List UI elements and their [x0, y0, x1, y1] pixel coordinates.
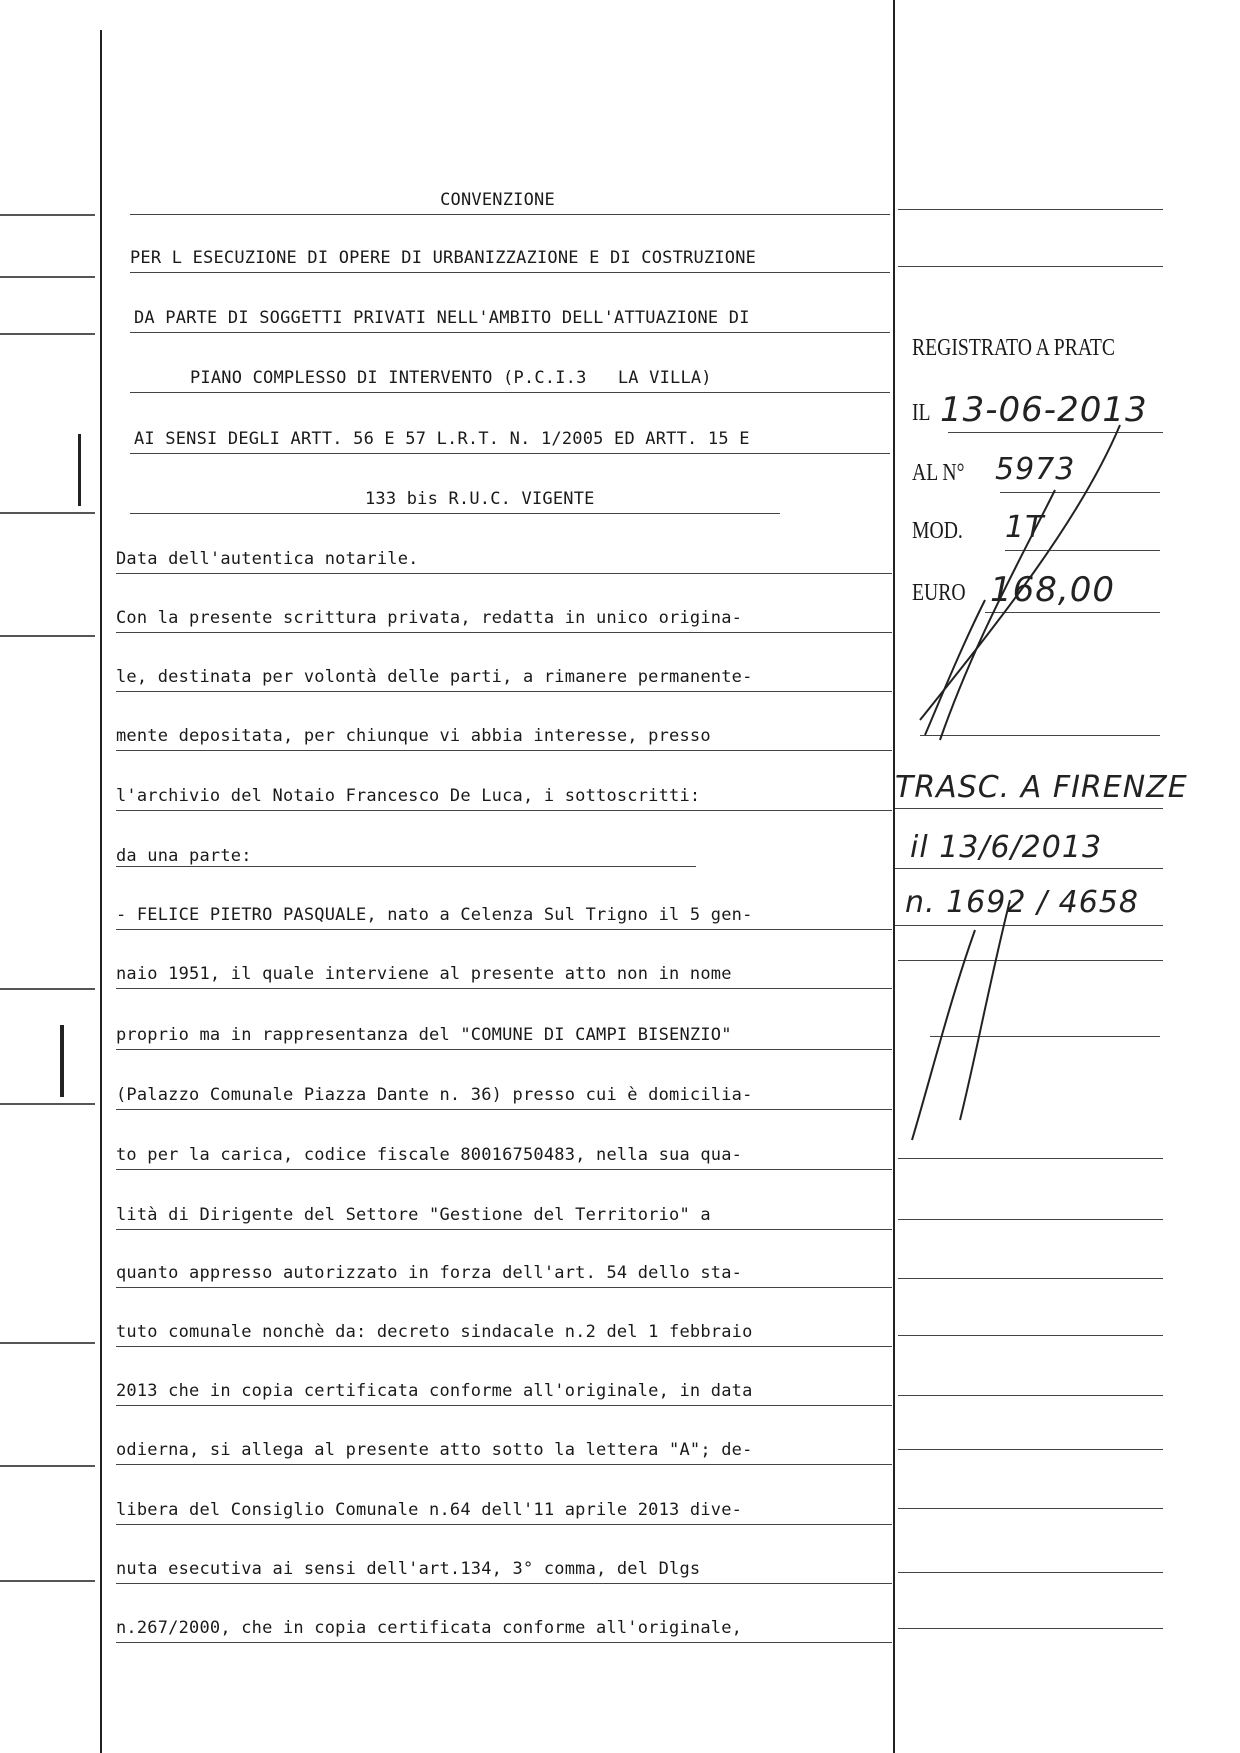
body-line: mente depositata, per chiunque vi abbia interesse, presso: [116, 726, 711, 746]
body-line: l'archivio del Notaio Francesco De Luca, i sottoscritti:: [116, 786, 701, 806]
stamp-heading: REGISTRATO A PRATC: [912, 335, 1116, 361]
title-line: AI SENSI DEGLI ARTT. 56 E 57 L.R.T. N. 1/2005 ED ARTT. 15 E: [134, 429, 750, 449]
body-line: n.267/2000, che in copia certificata conforme all'originale,: [116, 1618, 743, 1638]
body-line: nuta esecutiva ai sensi dell'art.134, 3° comma, del Dlgs: [116, 1559, 701, 1579]
body-line: da una parte:: [116, 846, 252, 866]
title-line: DA PARTE DI SOGGETTI PRIVATI NELL'AMBITO DELL'ATTUAZIONE DI: [134, 308, 750, 328]
stamp-mod-value: 1T: [1005, 510, 1045, 545]
title-line: 133 bis R.U.C. VIGENTE: [365, 489, 595, 509]
transcription-line: n. 1692 / 4658: [905, 885, 1139, 920]
body-line: odierna, si allega al presente atto sotto la lettera "A"; de-: [116, 1440, 753, 1460]
transcription-line: il 13/6/2013: [910, 830, 1103, 865]
body-line: - FELICE PIETRO PASQUALE, nato a Celenza Sul Trigno il 5 gen-: [116, 905, 753, 925]
body-line: tuto comunale nonchè da: decreto sindacale n.2 del 1 febbraio: [116, 1322, 753, 1342]
body-line: Data dell'autentica notarile.: [116, 549, 419, 569]
body-line: 2013 che in copia certificata conforme all'originale, in data: [116, 1381, 753, 1401]
stamp-number-label: AL N°: [912, 460, 965, 486]
stamp-euro-value: 168,00: [990, 570, 1115, 610]
body-line: Con la presente scrittura privata, redatta in unico origina-: [116, 608, 743, 628]
body-line: proprio ma in rappresentanza del "COMUNE DI CAMPI BISENZIO": [116, 1025, 732, 1045]
title-line: PER L ESECUZIONE DI OPERE DI URBANIZZAZIONE E DI COSTRUZIONE: [130, 248, 757, 268]
stamp-number-value: 5973: [995, 452, 1076, 487]
body-line: to per la carica, codice fiscale 80016750483, nella sua qua-: [116, 1145, 743, 1165]
body-line: le, destinata per volontà delle parti, a rimanere permanente-: [116, 667, 753, 687]
body-line: naio 1951, il quale interviene al presente atto non in nome: [116, 964, 732, 984]
body-line: (Palazzo Comunale Piazza Dante n. 36) presso cui è domicilia-: [116, 1085, 753, 1105]
document-title: CONVENZIONE: [440, 190, 555, 210]
transcription-line: TRASC. A FIRENZE: [895, 770, 1188, 805]
title-line: PIANO COMPLESSO DI INTERVENTO (P.C.I.3 LA VILLA): [190, 368, 712, 388]
body-line: quanto appresso autorizzato in forza dell'art. 54 dello sta-: [116, 1263, 743, 1283]
stamp-date-value: 13-06-2013: [940, 390, 1148, 430]
body-line: libera del Consiglio Comunale n.64 dell'11 aprile 2013 dive-: [116, 1500, 743, 1520]
stamp-date-label: IL: [912, 400, 931, 426]
stamp-mod-label: MOD.: [912, 518, 963, 544]
stamp-euro-label: EURO: [912, 580, 966, 606]
body-line: lità di Dirigente del Settore "Gestione del Territorio" a: [116, 1205, 711, 1225]
